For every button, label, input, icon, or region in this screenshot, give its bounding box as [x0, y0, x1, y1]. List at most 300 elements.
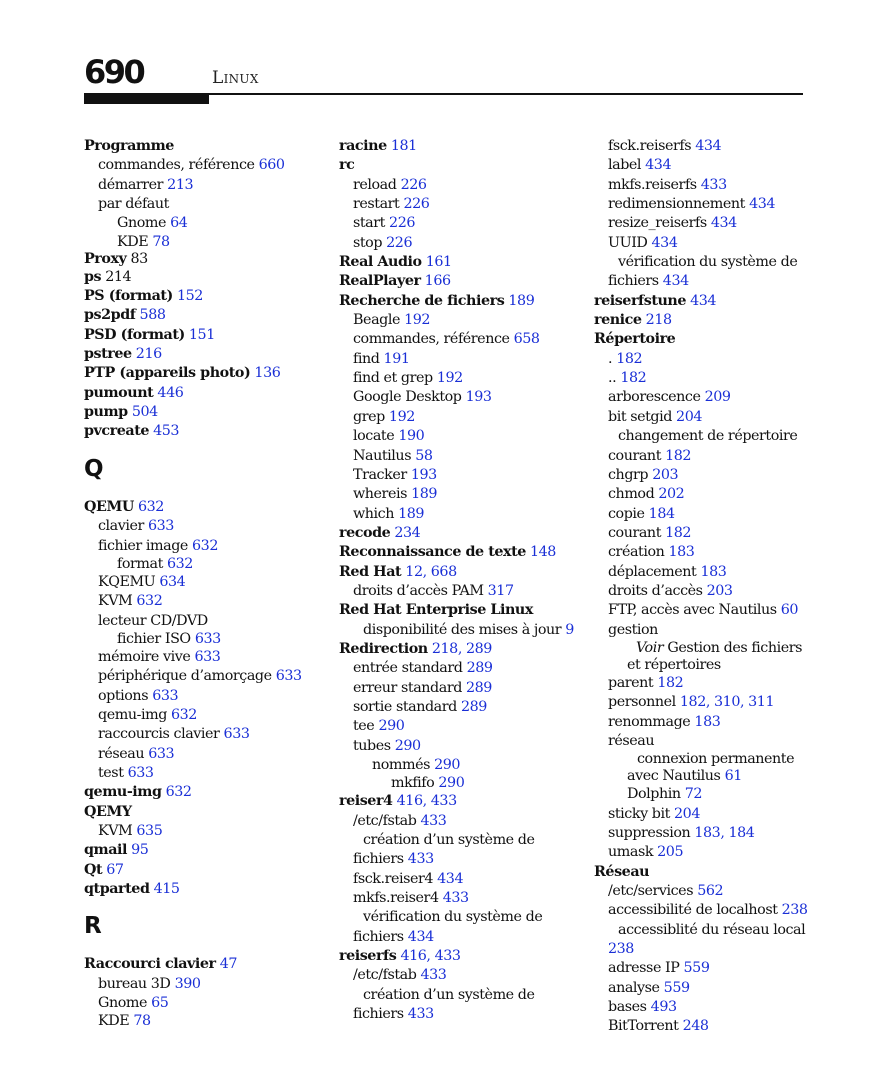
page-reference-link[interactable]: 202 [658, 486, 685, 503]
index-term: lecteur CD/DVD [98, 612, 208, 629]
index-term: Réseau [594, 863, 650, 880]
page-reference-link[interactable]: 632 [166, 555, 193, 572]
index-term: QEMU [84, 498, 134, 515]
page-reference-link[interactable]: 633 [194, 648, 221, 665]
page-reference-link[interactable]: 184 [648, 505, 675, 522]
index-subentry [84, 517, 332, 536]
index-subentry [339, 679, 589, 698]
index-subentry [594, 582, 809, 601]
page-reference-link: 83 [130, 250, 148, 267]
index-term: renice [594, 312, 642, 329]
index-term: mémoire vive [98, 648, 191, 665]
index-term: Nautilus [353, 447, 412, 464]
index-entry [339, 292, 589, 311]
page-reference-link[interactable]: 64 [170, 215, 188, 232]
index-entry [84, 403, 332, 422]
index-term: mkfs.reiser4 [353, 890, 439, 907]
index-term: ps2pdf [84, 307, 136, 324]
page-reference-link[interactable]: 289 [466, 660, 493, 677]
index-term: grep [353, 408, 385, 425]
index-term: Raccourci clavier [84, 956, 216, 973]
index-subentry [339, 330, 589, 349]
index-term: reload [353, 176, 397, 193]
index-subentry [594, 427, 809, 466]
index-subentry [594, 388, 809, 407]
index-term: umask [608, 844, 654, 861]
index-subentry [594, 137, 809, 156]
page-reference-link[interactable]: 182 [657, 674, 684, 691]
section-letter: Q [84, 455, 104, 482]
index-term: réseau [608, 732, 655, 749]
index-term: par défaut [98, 196, 169, 213]
index-term: qemu-img [98, 706, 167, 723]
page-reference-link[interactable]: 559 [663, 979, 690, 996]
index-subentry [594, 505, 809, 524]
page-reference-link[interactable]: 433 [442, 890, 469, 907]
index-term: Beagle [353, 312, 400, 329]
index-subentry [594, 732, 809, 751]
index-subentry [84, 687, 332, 706]
index-subentry [339, 737, 589, 756]
index-term: pvcreate [84, 423, 150, 440]
index-subentry [339, 485, 589, 504]
page-reference-link[interactable]: 226 [389, 215, 415, 232]
page-reference-link[interactable]: 434 [695, 138, 722, 154]
index-term: Redirection [339, 640, 428, 657]
page-reference-link[interactable]: 226 [403, 196, 430, 213]
index-subentry [594, 882, 809, 901]
index-subentry [594, 408, 809, 427]
page-reference-link[interactable]: 209 [704, 389, 731, 406]
section-letter: R [84, 913, 102, 940]
page-reference-link[interactable]: 493 [650, 999, 677, 1016]
index-subentry [594, 674, 809, 693]
index-term: KDE [98, 1013, 130, 1030]
index-term: /etc/fstab [353, 967, 417, 984]
page-reference-link[interactable]: 182, 310, 311 [679, 694, 775, 711]
page-reference-link[interactable]: 633 [275, 668, 302, 685]
index-subentry [339, 350, 589, 369]
page-reference-link[interactable]: 562 [697, 883, 724, 900]
index-term: start [353, 215, 385, 232]
page-reference-link[interactable]: 47 [219, 956, 237, 973]
index-term: find [353, 350, 380, 367]
index-subentry [84, 556, 332, 573]
index-term: tubes [353, 737, 391, 754]
index-subentry [594, 524, 809, 543]
index-subentry [594, 485, 809, 504]
page-reference-link[interactable]: 226 [386, 234, 413, 251]
index-subentry [339, 466, 589, 485]
page-reference-link[interactable]: 434 [651, 234, 678, 251]
index-term: rc [339, 157, 355, 174]
index-term: label [608, 157, 642, 174]
page-reference-link[interactable]: 166 [424, 273, 451, 290]
index-subentry [339, 621, 589, 640]
index-entry [84, 861, 332, 880]
index-entry [339, 137, 589, 156]
page-reference-link[interactable]: 78 [152, 233, 170, 250]
index-subentry [594, 253, 809, 292]
page-reference-link[interactable]: 181 [390, 138, 417, 154]
page-reference-link[interactable]: 633 [148, 745, 175, 762]
page-reference-link[interactable]: 95 [131, 842, 149, 859]
index-subentry [594, 195, 809, 214]
header-rule-bar [84, 95, 209, 104]
page-reference-link[interactable]: 152 [176, 288, 203, 305]
page-reference-link[interactable]: 290 [394, 737, 421, 754]
index-term: Dolphin [627, 786, 681, 803]
page-reference-link[interactable]: 189 [411, 486, 438, 503]
index-entry [594, 863, 809, 882]
index-term: mkfs.reiserfs [608, 176, 697, 193]
index-entry [339, 601, 589, 620]
index-entry [84, 422, 332, 441]
index-subentry [594, 805, 809, 824]
index-subentry [594, 350, 809, 369]
index-term: test [98, 764, 124, 781]
page-reference-link[interactable]: 12, 668 [405, 563, 457, 580]
index-entry [84, 384, 332, 403]
page-reference-link[interactable]: 189 [398, 505, 425, 522]
page-reference-link[interactable]: 238 [608, 941, 634, 958]
page-reference-link[interactable]: 65 [151, 995, 169, 1012]
page-reference-link[interactable]: 433 [420, 967, 447, 984]
page-reference-link[interactable]: 446 [157, 384, 184, 401]
index-term: démarrer [98, 176, 164, 193]
index-term: locate [353, 428, 395, 445]
index-entry [339, 524, 589, 543]
index-subentry [594, 824, 809, 843]
page-reference-link[interactable]: 559 [683, 960, 710, 977]
page-reference-link[interactable]: 190 [398, 428, 425, 445]
index-subentry [594, 751, 809, 785]
index-term: qmail [84, 842, 128, 859]
page-reference-link[interactable]: 433 [420, 812, 447, 829]
page-reference-link[interactable]: 182 [620, 370, 647, 387]
index-subentry [339, 214, 589, 233]
page-reference-link[interactable]: 289 [460, 698, 487, 715]
page-reference-link[interactable]: 390 [174, 975, 201, 992]
index-term: accessiblité du réseau local [618, 921, 806, 938]
index-subentry [594, 785, 809, 804]
page-reference-link[interactable]: 434 [407, 928, 434, 945]
page-reference-link[interactable]: 183 [700, 563, 727, 580]
page-reference-link[interactable]: 234 [394, 524, 421, 541]
page-reference-link[interactable]: 183 [694, 713, 721, 730]
page-reference-link[interactable]: 193 [410, 466, 437, 483]
page-reference-link[interactable]: 632 [137, 498, 164, 515]
index-subentry [339, 986, 589, 1025]
index-subentry [594, 543, 809, 562]
index-term: resize_reiserfs [608, 215, 707, 232]
index-term: Red Hat [339, 563, 402, 580]
index-subentry [594, 601, 809, 620]
index-term: renommage [608, 713, 691, 730]
index-subentry [84, 706, 332, 725]
page-reference-link[interactable]: 416, 433 [396, 793, 457, 810]
see-reference-label: Voir [636, 639, 664, 656]
index-term: ps [84, 268, 102, 285]
page-reference-link[interactable]: 213 [167, 176, 194, 193]
index-term: reiserfstune [594, 292, 687, 309]
page-reference-link[interactable]: 660 [258, 157, 285, 174]
index-term: /etc/services [608, 883, 694, 900]
index-subentry [594, 921, 809, 960]
page-reference-link[interactable]: 290 [434, 757, 461, 773]
index-term: qemu-img [84, 784, 162, 801]
index-entry [84, 841, 332, 860]
index-term: parent [608, 674, 654, 691]
index-entry [84, 268, 332, 287]
index-term: recode [339, 524, 391, 541]
index-term: droits d’accès [608, 582, 703, 599]
index-subentry [594, 563, 809, 582]
index-term: réseau [98, 745, 145, 762]
index-subentry [84, 592, 332, 611]
page-reference-link[interactable]: 290 [438, 775, 465, 792]
page-reference-link[interactable]: 433 [407, 851, 434, 868]
page-reference-link[interactable]: 632 [171, 706, 197, 723]
index-term: reiserfs [339, 948, 397, 965]
index-entry [84, 364, 332, 383]
page-reference-link[interactable]: 633 [148, 518, 174, 535]
page-reference-link[interactable]: 189 [508, 292, 535, 309]
index-subentry [594, 640, 809, 674]
page-reference-link[interactable]: 632 [192, 537, 218, 554]
index-term: KVM [98, 593, 133, 610]
index-term: chgrp [608, 466, 649, 483]
index-subentry [594, 998, 809, 1017]
page-reference-link[interactable]: 238 [781, 902, 808, 919]
index-subentry [594, 843, 809, 862]
index-subentry [339, 889, 589, 908]
page-reference-link[interactable]: 434 [437, 870, 464, 887]
page-reference-link[interactable]: 192 [388, 408, 415, 425]
page-reference-link[interactable]: 61 [724, 768, 742, 785]
index-term: racine [339, 138, 387, 154]
page-reference-link[interactable]: 60 [780, 602, 799, 619]
index-term: UUID [608, 234, 648, 251]
page-reference-link[interactable]: 193 [465, 389, 492, 406]
index-term: Tracker [353, 466, 407, 483]
index-term: Programme [84, 138, 174, 154]
page-reference-link[interactable]: 204 [674, 805, 700, 822]
page-reference-link[interactable]: 161 [425, 254, 452, 271]
index-term: which [353, 505, 394, 522]
index-term: commandes, référence [353, 331, 510, 348]
index-subentry [84, 631, 332, 648]
index-entry [594, 311, 809, 330]
index-subentry [84, 745, 332, 764]
index-term: connexion permanente avec Nautilus [627, 751, 795, 785]
index-term: mkfifo [391, 775, 435, 792]
page-reference-link[interactable]: 205 [657, 844, 684, 861]
index-term: restart [353, 196, 400, 213]
index-term: Proxy [84, 250, 127, 267]
index-term: vérification du système de fichiers [608, 254, 798, 290]
index-subentry [339, 408, 589, 427]
page-reference-link[interactable]: 183, 184 [694, 825, 755, 841]
running-header-title: Linux [212, 68, 259, 88]
index-term: format [117, 555, 163, 572]
page-reference-link[interactable]: 434 [690, 292, 717, 309]
index-term: fichier ISO [117, 630, 191, 647]
index-subentry [84, 822, 332, 841]
index-subentry [594, 214, 809, 233]
index-subentry [339, 908, 589, 947]
index-subentry [84, 648, 332, 667]
index-entry [84, 783, 332, 802]
page-reference-link[interactable]: 192 [404, 312, 431, 329]
page-reference-link[interactable]: 58 [415, 447, 433, 464]
index-entry [339, 947, 589, 966]
page-reference-link[interactable]: 204 [676, 408, 702, 425]
index-subentry [84, 176, 332, 195]
index-entry [339, 543, 589, 562]
index-subentry [594, 1017, 809, 1036]
index-subentry [594, 959, 809, 978]
page-reference-link[interactable]: 248 [682, 1018, 709, 1035]
index-term: Red Hat Enterprise Linux [339, 602, 533, 619]
page-reference-link[interactable]: 434 [662, 273, 689, 290]
index-term: PSD (format) [84, 326, 185, 343]
index-subentry [339, 234, 589, 253]
page-reference-link[interactable]: 192 [436, 370, 463, 387]
index-term: suppression [608, 825, 691, 841]
index-term: accessibilité de localhost [608, 902, 778, 919]
index-term: disponibilité des mises à jour [363, 621, 562, 638]
page-reference-link[interactable]: 504 [131, 404, 158, 421]
page-reference-link[interactable]: 416, 433 [400, 948, 461, 965]
index-subentry [339, 176, 589, 195]
index-entry [84, 880, 332, 899]
index-term: commandes, référence [98, 157, 255, 174]
page-reference-link[interactable]: 182 [665, 447, 692, 464]
page-reference-link[interactable]: 658 [513, 331, 540, 348]
index-subentry [339, 427, 589, 446]
index-column-1 [84, 137, 332, 1030]
page-reference-link[interactable]: 633 [194, 630, 221, 647]
page-reference-link[interactable]: 182 [616, 350, 643, 367]
index-subentry [594, 979, 809, 998]
index-entry [339, 272, 589, 291]
index-term: droits d’accès PAM [353, 582, 484, 599]
page-reference-link[interactable]: 148 [530, 544, 556, 561]
page-reference-link[interactable]: 633 [223, 726, 250, 743]
page-reference-link[interactable]: 434 [749, 196, 776, 213]
page-reference-link[interactable]: 218, 289 [431, 640, 492, 657]
page-reference-link[interactable]: 203 [706, 582, 733, 599]
page-reference-link[interactable]: 151 [188, 326, 215, 343]
index-term: adresse IP [608, 960, 680, 977]
page-reference-link[interactable]: 182 [665, 524, 692, 541]
index-term: entrée standard [353, 660, 463, 677]
page-reference-link[interactable]: 633 [152, 687, 179, 704]
index-term: gestion [608, 621, 658, 638]
index-entry [339, 156, 589, 175]
page-reference-link[interactable]: 67 [106, 861, 124, 878]
page-reference-link[interactable]: 632 [165, 784, 192, 801]
index-term: Répertoire [594, 331, 676, 348]
page-reference-link[interactable]: 635 [136, 822, 163, 839]
page-reference-link[interactable]: 290 [378, 718, 405, 735]
index-term: copie [608, 505, 645, 522]
page-reference-link[interactable]: 317 [487, 582, 514, 599]
page-reference-link[interactable]: 203 [652, 466, 679, 483]
page-reference-link[interactable]: 433 [700, 176, 727, 193]
page-reference-link[interactable]: 588 [139, 307, 166, 324]
page-reference-link[interactable]: 72 [684, 786, 703, 803]
index-subentry [84, 667, 332, 686]
index-subentry [594, 693, 809, 712]
index-entry [339, 253, 589, 272]
index-term: pumount [84, 384, 154, 401]
index-subentry [84, 764, 332, 783]
page-reference-link[interactable]: 78 [133, 1013, 151, 1030]
index-subentry [339, 582, 589, 601]
index-entry [84, 251, 332, 268]
page-reference-link[interactable]: 136 [254, 365, 281, 382]
index-term: KVM [98, 822, 133, 839]
index-subentry [594, 176, 809, 195]
page-reference-link[interactable]: 289 [466, 679, 492, 696]
index-term: tee [353, 718, 375, 735]
page-reference-link[interactable]: 634 [159, 573, 186, 590]
index-term: pstree [84, 346, 132, 363]
index-term: personnel [608, 694, 676, 711]
index-subentry [84, 214, 332, 233]
page-reference-link[interactable]: 191 [383, 350, 410, 367]
index-term: whereis [353, 486, 407, 503]
index-subentry [339, 756, 589, 775]
index-entry [84, 345, 332, 364]
index-subentry [594, 621, 809, 640]
page-reference-link[interactable]: 226 [400, 176, 427, 193]
index-subentry [339, 311, 589, 330]
page-reference-link[interactable]: 9 [565, 621, 574, 638]
index-entry [339, 640, 589, 659]
index-subentry [84, 573, 332, 592]
page-reference-link[interactable]: 633 [127, 764, 154, 781]
page-reference-link[interactable]: 433 [407, 1006, 434, 1023]
index-subentry [339, 659, 589, 678]
page-reference-link[interactable]: 453 [153, 423, 180, 440]
index-term: Google Desktop [353, 389, 462, 406]
page-reference-link[interactable]: 434 [645, 157, 672, 174]
page-reference-link[interactable]: 434 [710, 215, 737, 232]
index-subentry [84, 994, 332, 1013]
index-subentry [339, 505, 589, 524]
page-reference-link[interactable]: 415 [153, 881, 180, 897]
index-term: FTP, accès avec Nautilus [608, 602, 777, 619]
index-subentry [339, 812, 589, 831]
page-reference-link[interactable]: 216 [135, 346, 162, 363]
index-subentry [339, 966, 589, 985]
page-reference-link[interactable]: 218 [645, 312, 672, 329]
index-entry [84, 803, 332, 822]
index-subentry [84, 537, 332, 556]
index-entry [84, 137, 332, 156]
page-reference-link[interactable]: 183 [668, 544, 695, 561]
index-subentry [339, 388, 589, 407]
index-term: changement de répertoire courant [608, 428, 798, 464]
index-term: Qt [84, 861, 103, 878]
index-subentry [339, 698, 589, 717]
page-reference-link[interactable]: 632 [136, 593, 163, 610]
index-entry [84, 498, 332, 517]
index-term: pump [84, 404, 128, 421]
